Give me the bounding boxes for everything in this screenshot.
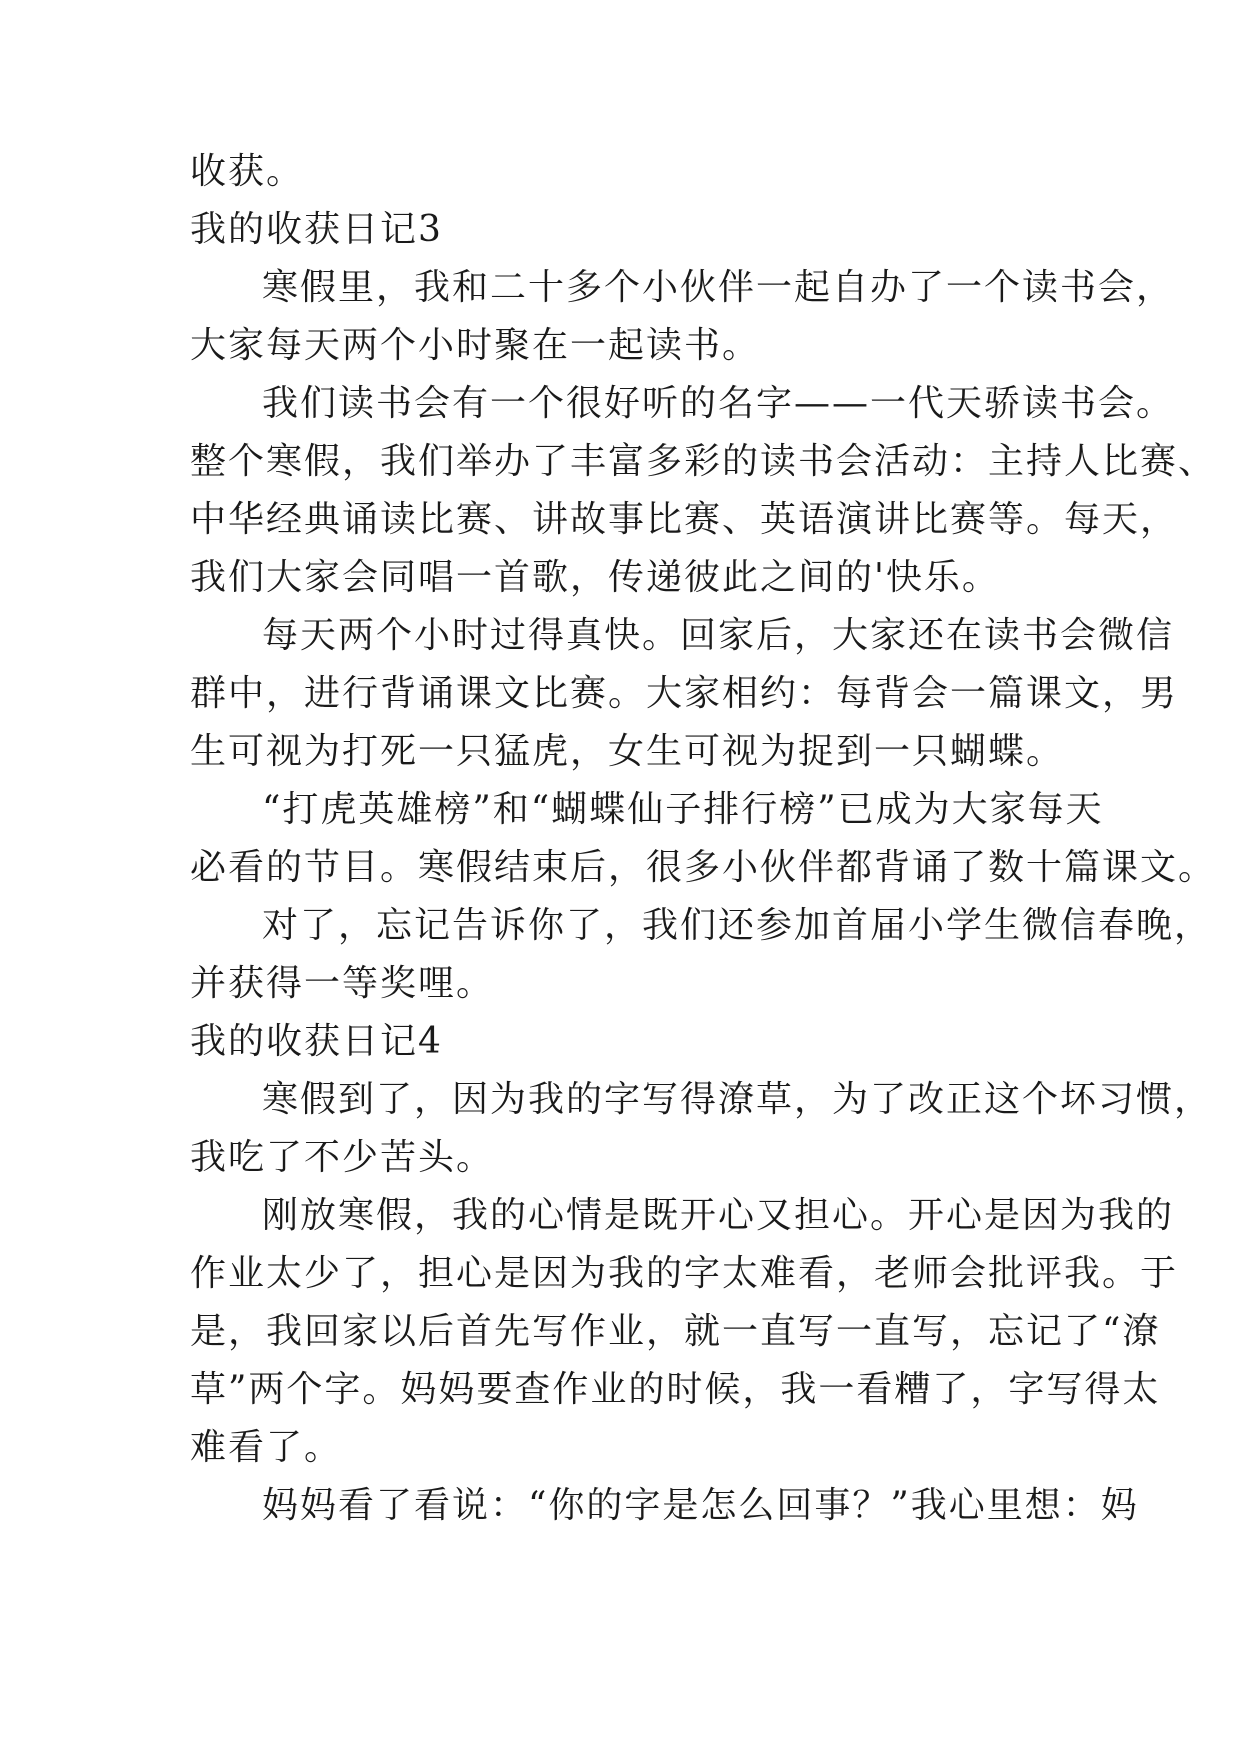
text-line: “打虎英雄榜”和“蝴蝶仙子排行榜”已成为大家每天: [262, 789, 1104, 830]
text-line: 每天两个小时过得真快。回家后，大家还在读书会微信: [262, 615, 1175, 656]
section-heading: 我的收获日记3: [190, 209, 443, 250]
text-line: 整个寒假，我们举办了丰富多彩的读书会活动：主持人比赛、: [190, 441, 1217, 482]
text-line: 大家每天两个小时聚在一起读书。: [190, 325, 761, 366]
text-line: 是，我回家以后首先写作业，就一直写一直写，忘记了“潦: [190, 1311, 1161, 1352]
text-line: 作业太少了，担心是因为我的字太难看，老师会批评我。于: [190, 1253, 1179, 1294]
text-line: 寒假里，我和二十多个小伙伴一起自办了一个读书会，: [262, 267, 1175, 308]
text-line: 我们大家会同唱一首歌，传递彼此之间的'快乐。: [190, 557, 1000, 598]
text-line: 生可视为打死一只猛虎，女生可视为捉到一只蝴蝶。: [190, 731, 1065, 772]
text-line: 难看了。: [190, 1427, 343, 1468]
text-line: 寒假到了，因为我的字写得潦草，为了改正这个坏习惯，: [262, 1079, 1213, 1120]
text-line: 对了，忘记告诉你了，我们还参加首届小学生微信春晚，: [262, 905, 1213, 946]
text-line: 妈妈看了看说：“你的字是怎么回事？”我心里想：妈: [262, 1485, 1139, 1526]
section-heading: 我的收获日记4: [190, 1021, 443, 1062]
text-line: 必看的节目。寒假结束后，很多小伙伴都背诵了数十篇课文。: [190, 847, 1217, 888]
text-line: 并获得一等奖哩。: [190, 963, 495, 1004]
text-line: 我吃了不少苦头。: [190, 1137, 495, 1178]
text-line: 中华经典诵读比赛、讲故事比赛、英语演讲比赛等。每天，: [190, 499, 1179, 540]
text-line: 刚放寒假，我的心情是既开心又担心。开心是因为我的: [262, 1195, 1175, 1236]
text-line: 草”两个字。妈妈要查作业的时候，我一看糟了，字写得太: [190, 1369, 1161, 1410]
text-line: 我们读书会有一个很好听的名字——一代天骄读书会。: [262, 383, 1175, 424]
text-line: 收获。: [190, 151, 305, 192]
text-line: 群中，进行背诵课文比赛。大家相约：每背会一篇课文，男: [190, 673, 1179, 714]
